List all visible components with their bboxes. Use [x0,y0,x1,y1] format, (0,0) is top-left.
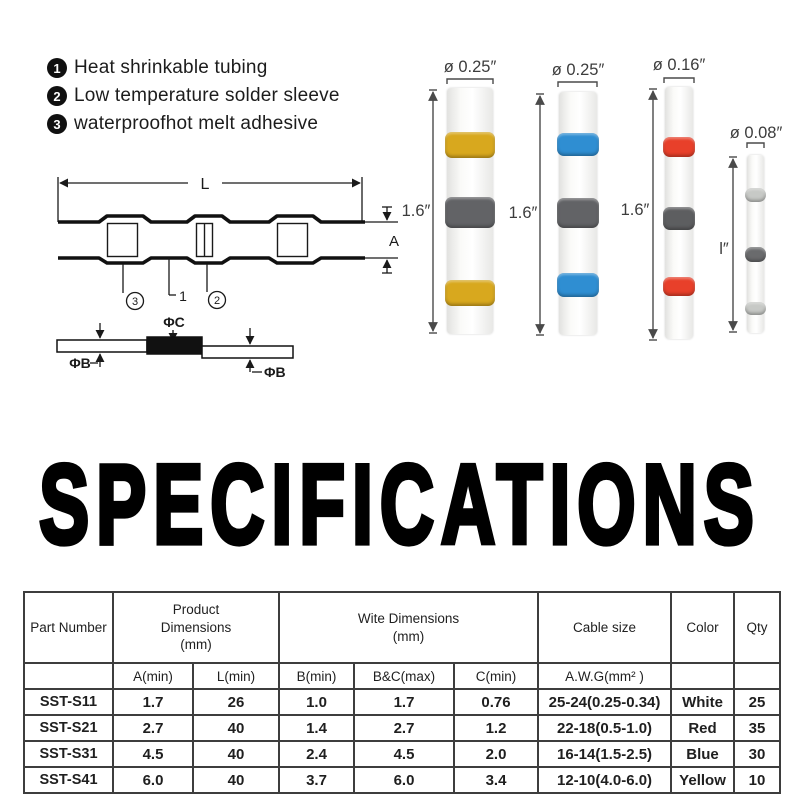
callout-tubing: 1 [179,288,187,304]
cell-c-min: 2.0 [454,741,538,767]
col-header-color: Color [671,592,734,663]
color-band [445,280,495,306]
col-subheader-bc-max: B&C(max) [354,663,454,689]
callout-solder: 2 [213,295,221,307]
solder-band [557,198,599,228]
tube-photo-red [665,87,693,339]
cell-a-min: 6.0 [113,767,193,793]
col-subheader-empty [24,663,113,689]
cell-awg: 16-14(1.5-2.5) [538,741,671,767]
tube-inner-details [108,224,308,257]
cell-awg: 22-18(0.5-1.0) [538,715,671,741]
cell-a-min: 2.7 [113,715,193,741]
cell-a-min: 4.5 [113,741,193,767]
cell-part: SST-S21 [24,715,113,741]
callout-adhesive: 3 [131,296,139,308]
legend-item [47,82,340,110]
table-row [24,767,780,793]
cell-part: SST-S31 [24,741,113,767]
cell-l-min: 40 [193,741,279,767]
wire-splice [57,330,293,358]
table-row [24,689,780,715]
col-header-part: Part Number [24,592,113,663]
tube2-height-label: 1.6″ [508,204,538,222]
tube2-diameter-label: ø 0.25″ [551,61,605,79]
cell-bc-max: 6.0 [354,767,454,793]
dia-b-right-label: ΦB [264,364,286,380]
legend-item [47,110,340,138]
cell-c-min: 3.4 [454,767,538,793]
cell-qty: 30 [734,741,780,767]
solder-band [445,197,495,228]
cell-part: SST-S11 [24,689,113,715]
tube-photo-yellow [447,88,493,334]
table-row [24,741,780,767]
cell-qty: 35 [734,715,780,741]
color-band [557,273,599,297]
table-subheader-row [24,663,780,689]
cell-l-min: 40 [193,715,279,741]
solder-band [745,247,766,262]
circled-number-icon: 2 [47,86,67,106]
col-header-qty: Qty [734,592,780,663]
cell-awg: 25-24(0.25-0.34) [538,689,671,715]
cell-a-min: 1.7 [113,689,193,715]
legend-item [47,54,340,82]
materials-legend [47,54,340,138]
length-label: L [200,176,210,193]
col-subheader-empty [671,663,734,689]
cell-awg: 12-10(4.0-6.0) [538,767,671,793]
cell-qty: 25 [734,689,780,715]
tube4-diameter-label: ø 0.08″ [729,124,783,142]
col-subheader-c-min: C(min) [454,663,538,689]
table-header-row [24,592,780,663]
color-band [663,137,695,157]
cell-l-min: 40 [193,767,279,793]
solder-band [663,207,695,230]
cell-color: White [671,689,734,715]
tube-photo-white [747,155,764,333]
specifications-table [23,591,781,794]
col-header-product-dims: Product Dimensions (mm) [113,592,279,663]
cell-bc-max: 2.7 [354,715,454,741]
legend-item-label: Heat shrinkable tubing [74,57,268,78]
thickness-label: A [388,233,400,250]
cell-b-min: 3.7 [279,767,354,793]
color-band [445,132,495,158]
cell-c-min: 1.2 [454,715,538,741]
cell-b-min: 2.4 [279,741,354,767]
cell-qty: 10 [734,767,780,793]
dia-c-label: ΦC [163,314,185,330]
legend-item-label: waterproofhot melt adhesive [74,113,319,134]
col-header-wire-dims: Wite Dimensions (mm) [279,592,538,663]
cell-b-min: 1.0 [279,689,354,715]
legend-item-label: Low temperature solder sleeve [74,85,340,106]
cell-b-min: 1.4 [279,715,354,741]
tube-photo-blue [559,92,597,335]
col-subheader-b-min: B(min) [279,663,354,689]
col-header-cable: Cable size [538,592,671,663]
cell-color: Yellow [671,767,734,793]
connector-technical-diagram [40,165,410,395]
circled-number-icon: 1 [47,58,67,78]
cell-color: Red [671,715,734,741]
tube3-diameter-label: ø 0.16″ [652,56,706,74]
cell-part: SST-S41 [24,767,113,793]
section-title-text: SPECIFICATIONS [39,441,761,567]
col-subheader-empty [734,663,780,689]
callout-leaders [123,258,226,310]
cell-c-min: 0.76 [454,689,538,715]
tube1-diameter-label: ø 0.25″ [443,58,497,76]
col-subheader-awg: A.W.G(mm² ) [538,663,671,689]
dia-b-left-label: ΦB [69,355,91,371]
tube4-height-label: l″ [719,240,729,258]
tube3-height-label: 1.6″ [620,201,650,219]
color-band [745,188,766,202]
circled-number-icon: 3 [47,114,67,134]
cell-l-min: 26 [193,689,279,715]
section-title [0,441,800,567]
col-subheader-l-min: L(min) [193,663,279,689]
color-band [557,133,599,156]
color-band [745,302,766,315]
col-subheader-a-min: A(min) [113,663,193,689]
cell-bc-max: 4.5 [354,741,454,767]
cell-color: Blue [671,741,734,767]
tube1-height-label: 1.6″ [401,202,431,220]
table-row [24,715,780,741]
color-band [663,277,695,296]
cell-bc-max: 1.7 [354,689,454,715]
